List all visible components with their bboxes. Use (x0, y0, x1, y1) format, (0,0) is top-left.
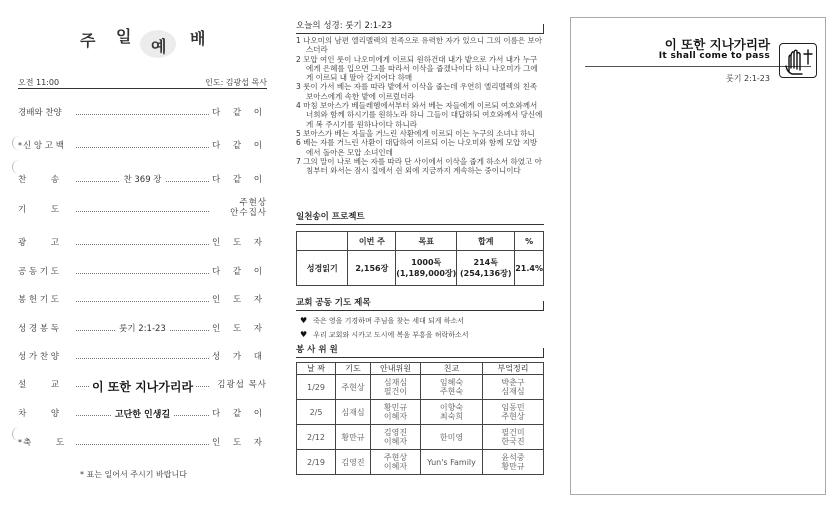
scripture-heading-text: 오늘의 성경: 룻기 2:1-23 (296, 21, 393, 31)
table-cell: Yun's Family (421, 450, 483, 475)
dotted-leader (76, 244, 209, 245)
title-char: 배 (190, 29, 206, 48)
verse: 2 모압 여인 룻이 나오미에게 이르되 원하건대 내가 밭으로 가서 내가 누구에게 은혜를 입으면 그를 따라서 이삭을 줍겠나이다 하니 나오미가 그에게 이르되 내 딸아 갈지어다 하매 (296, 54, 538, 83)
prayer-text: 죽은 영을 기경하며 주님을 찾는 세대 되게 하소서 (313, 317, 464, 325)
service-item-leader: 다 같 이 (211, 108, 267, 118)
column-header: 날 짜 (297, 363, 336, 375)
service-item-text: 봉 헌 기 도 (18, 295, 59, 305)
service-order-row (18, 350, 267, 366)
service-item-leader: 다 같 이 (211, 409, 267, 419)
service-item-text: 축 도 (23, 438, 76, 448)
standing-mark: * (18, 141, 22, 150)
standing-mark: * (18, 438, 22, 447)
prayer-heading-text: 교회 공동 기도 제목 (296, 298, 371, 308)
table-cell: 1/29 (297, 375, 336, 400)
service-item-label (18, 407, 70, 419)
service-item-text: 찬 송 (18, 175, 71, 185)
title-char: 일 (116, 27, 132, 46)
service-order-row (18, 378, 267, 394)
service-item-leader: 인 도 자 (211, 438, 267, 448)
table-row (297, 375, 544, 400)
table-cell: 21.4% (515, 251, 544, 286)
service-item-leader: 인 도 자 (211, 295, 267, 305)
divider (585, 66, 811, 67)
column-header: 목표 (396, 232, 457, 251)
service-item-leader: 다 같 이 (211, 141, 267, 151)
table-cell: 임혜숙 주현숙 (421, 375, 483, 400)
service-item-label (18, 106, 62, 118)
title-char: 예 (151, 37, 167, 56)
table-cell: 황민규 이혜자 (371, 400, 421, 425)
service-order-row (18, 139, 267, 155)
heart-icon: ♥ (300, 330, 308, 339)
table-row (297, 450, 544, 475)
table-cell: 2/12 (297, 425, 336, 450)
service-item-leader: 성 가 대 (211, 352, 267, 362)
service-item-label (18, 139, 64, 151)
verse: 4 마침 보아스가 베들레헴에서부터 와서 베는 자들에게 이르되 여호와께서 너희와 함께 하시기를 원하노라 하니 그들이 대답하되 여호와께서 당신에게 복 주시기를 원하나이다 하니라 (296, 101, 543, 129)
verse: 6 베는 자를 거느린 사환이 대답하여 이르되 이는 나오미와 함께 모압 지방에서 돌아온 모압 소녀인데 (296, 138, 538, 157)
scripture-panel (296, 0, 546, 507)
service-item-label (18, 350, 59, 362)
service-time: 오전 11:00 (18, 78, 60, 87)
scripture-heading (296, 19, 544, 34)
table-cell: 심재심 필건이 (371, 375, 421, 400)
praying-hands-cross-icon (779, 43, 817, 78)
service-order-row (18, 322, 267, 338)
dotted-leader (76, 444, 209, 445)
service-item-label (18, 436, 75, 448)
column-header: 기도 (336, 363, 371, 375)
service-item-text: 광 고 (18, 238, 71, 248)
table-row (297, 251, 544, 286)
service-item-leader: 다 같 이 (211, 175, 267, 185)
order-of-service-panel (0, 0, 285, 507)
table-header-row (297, 232, 544, 251)
column-header: 이번 주 (348, 232, 396, 251)
table-cell: 214독 (254,136장) (457, 251, 515, 286)
service-item-text: 설 교 (18, 380, 71, 390)
table-row (297, 400, 544, 425)
table-cell: 이향숙 최숙희 (421, 400, 483, 425)
footnote-mark: * (80, 470, 84, 479)
table-cell: 2/5 (297, 400, 336, 425)
verse: 1 나오미의 남편 엘리멜렉의 친족으로 유력한 자가 있으니 그의 이름은 보아스더라 (296, 36, 542, 55)
scripture-verses (296, 36, 544, 175)
service-item-detail (76, 322, 209, 334)
verse: 5 보아스가 베는 자들을 거느린 사환에게 이르되 이는 누구의 소녀냐 하니 (296, 128, 535, 138)
dotted-leader (76, 273, 209, 274)
table-header-row (297, 363, 544, 375)
sermon-subtitle: It shall come to pass (658, 51, 770, 61)
service-item-text: 공 동 기 도 (18, 267, 59, 277)
table-cell: 주현상 이혜자 (371, 450, 421, 475)
table-cell: 황만규 (336, 425, 371, 450)
service-item-text: 신 앙 고 백 (23, 141, 64, 151)
service-item-text: 성 가 찬 양 (18, 352, 59, 362)
service-item-detail-text: 찬 369 장 (120, 175, 164, 185)
sermon-reference: 룻기 2:1-23 (726, 74, 770, 83)
table-cell: 2,156장 (348, 251, 396, 286)
heart-icon: ♥ (300, 316, 308, 325)
dotted-leader (76, 147, 209, 148)
dotted-leader (76, 114, 209, 115)
service-item-detail-text: 룻기 2:1-23 (116, 324, 169, 334)
service-item-leader: 김광섭 목사 (217, 380, 267, 390)
table-cell: 윤석중 황만규 (483, 450, 544, 475)
volunteers-heading (296, 343, 544, 358)
service-item-label (18, 203, 70, 215)
table-cell: 필건미 한국진 (483, 425, 544, 450)
prayer-text: 우리 교회와 시카고 도시에 복음 부흥을 허락하소서 (313, 331, 469, 339)
service-leader: 인도: 김광섭 목사 (205, 78, 267, 87)
service-item-text: 기 도 (18, 205, 71, 215)
service-item-leader: 다 같 이 (211, 267, 267, 277)
prayer-heading (296, 296, 544, 311)
table-cell: 한미영 (421, 425, 483, 450)
service-item-label (18, 322, 59, 334)
sermon-panel (570, 17, 826, 495)
service-order-row (18, 407, 267, 423)
service-item-leader: 인 도 자 (211, 238, 267, 248)
column-header: 친교 (421, 363, 483, 375)
service-item-detail (76, 407, 209, 420)
table-cell: 성경읽기 (297, 251, 348, 286)
table-cell: 심재심 (336, 400, 371, 425)
service-item-detail-text: 고단한 인생길 (112, 410, 173, 420)
dotted-leader (76, 211, 209, 212)
service-order-row (18, 106, 267, 122)
service-item-detail (76, 378, 209, 395)
bible-project-table (296, 231, 544, 286)
column-header: 합계 (457, 232, 515, 251)
standing-footnote (80, 469, 187, 480)
column-header: 안내위원 (371, 363, 421, 375)
service-order-row (18, 198, 267, 219)
table-cell: 임동민 주현상 (483, 400, 544, 425)
title-char: 주 (80, 31, 96, 50)
service-item-label (18, 236, 70, 248)
service-order-row (18, 265, 267, 281)
verse: 3 룻이 가서 베는 자를 따라 밭에서 이삭을 줍는데 우연히 엘리멜렉의 친족 보아스에게 속한 밭에 이르렀더라 (296, 82, 538, 101)
verse: 7 그의 말이 나로 베는 자를 따라 단 사이에서 이삭을 줍게 하소서 하였고 아침부터 와서는 잠시 집에서 쉰 외에 지금까지 계속하는 중이니이다 (296, 156, 542, 176)
service-order-row (18, 293, 267, 309)
service-item-label (18, 293, 59, 305)
service-item-leader: 주현상 안수집사 (230, 198, 267, 218)
column-header: % (515, 232, 544, 251)
table-row (297, 425, 544, 450)
table-cell: 2/19 (297, 450, 336, 475)
service-order-row (18, 436, 267, 452)
service-item-leader: 인 도 자 (211, 324, 267, 334)
prayer-list (300, 314, 469, 342)
service-item-label (18, 378, 70, 390)
column-header: 부엌정리 (483, 363, 544, 375)
footnote-text: 표는 일어서 주시기 바랍니다 (86, 470, 187, 479)
service-item-text: 성 경 봉 독 (18, 324, 59, 334)
dotted-leader (76, 301, 209, 302)
decorative-arc (12, 160, 26, 174)
table-cell: 김영진 이혜자 (371, 425, 421, 450)
service-order-row (18, 173, 267, 189)
table-cell: 박춘구 심재심 (483, 375, 544, 400)
list-item (300, 314, 469, 328)
divider (18, 88, 267, 89)
service-item-detail-text: 이 또한 지나가리라 (89, 380, 196, 394)
service-item-text: 경배와 찬양 (18, 108, 62, 118)
dotted-leader (76, 358, 209, 359)
volunteers-heading-text: 봉 사 위 원 (296, 345, 338, 355)
table-cell: 1000독 (1,189,000장) (396, 251, 457, 286)
service-order-row (18, 236, 267, 252)
service-item-detail (76, 173, 209, 185)
volunteers-table (296, 362, 544, 475)
bible-project-heading (296, 210, 544, 225)
list-item (300, 328, 469, 342)
service-item-text: 차 양 (18, 409, 71, 419)
bible-project-heading-text: 일천송이 프로젝트 (296, 212, 365, 222)
service-item-label (18, 265, 59, 277)
column-header (297, 232, 348, 251)
service-item-label (18, 173, 70, 185)
table-cell: 김영진 (336, 450, 371, 475)
sermon-title: 이 또한 지나가리라 (664, 37, 770, 52)
table-cell: 주현상 (336, 375, 371, 400)
